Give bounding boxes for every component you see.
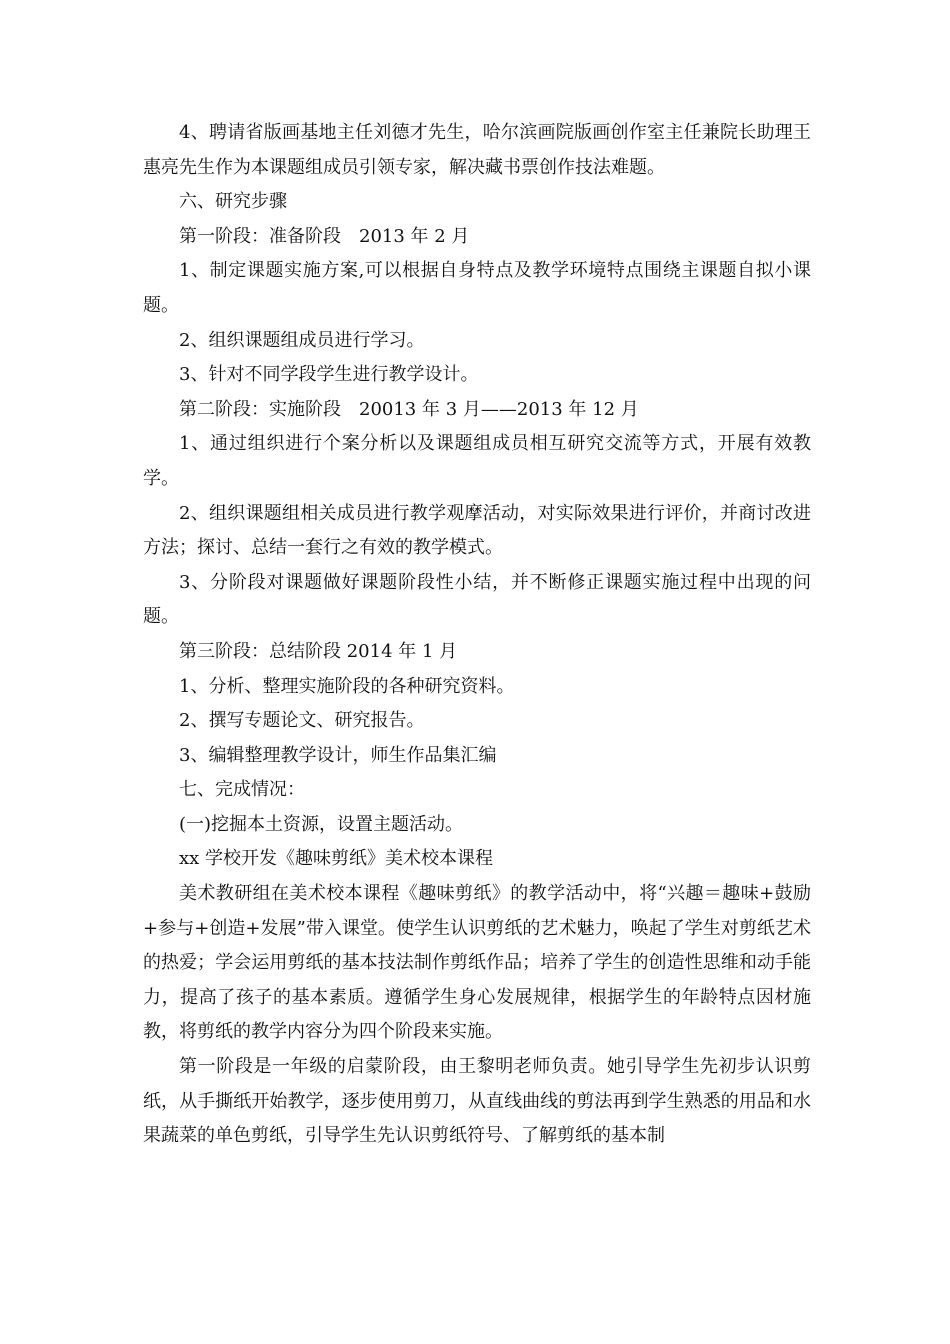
paragraph-stage-one-item-3: 3、针对不同学段学生进行教学设计。	[179, 364, 479, 386]
paragraph-expert-invitation: 4、聘请省版画基地主任刘德才先生，哈尔滨画院版画创作室主任兼院长助理王惠亮先生作为本课题组成员引领专家，解决藏书票创作技法难题。	[143, 122, 811, 178]
stage-two-heading: 第二阶段：实施阶段 20013 年 3 月——2013 年 12 月	[179, 398, 639, 420]
subsection-heading-local-resources: (一)挖掘本土资源，设置主题活动。	[179, 813, 464, 835]
document-body	[143, 116, 811, 1154]
section-heading-completion: 七、完成情况：	[179, 779, 305, 801]
paragraph-stage-one-item-1: 1、制定课题实施方案,可以根据自身特点及教学环境特点围绕主课题自拟小课题。	[143, 260, 811, 316]
stage-one-heading: 第一阶段：准备阶段 2013 年 2 月	[179, 225, 470, 247]
paragraph-stage-three-item-1: 1、分析、整理实施阶段的各种研究资料。	[179, 675, 515, 697]
paragraph-stage-one-item-2: 2、组织课题组成员进行学习。	[179, 329, 425, 351]
paragraph-stage-one-description: 第一阶段是一年级的启蒙阶段，由王黎明老师负责。她引导学生先初步认识剪纸，从手撕纸开始教学，逐步使用剪刀，从直线曲线的剪法再到学生熟悉的用品和水果蔬菜的单色剪纸，引导学生先认识剪纸符号、了解剪纸的基本制	[143, 1056, 811, 1147]
paragraph-stage-two-item-1: 1、通过组织进行个案分析以及课题组成员相互研究交流等方式，开展有效教学。	[143, 433, 811, 489]
paragraph-stage-two-item-3: 3、分阶段对课题做好课题阶段性小结，并不断修正课题实施过程中出现的问题。	[143, 571, 811, 628]
section-heading-research-steps: 六、研究步骤	[179, 191, 287, 213]
paragraph-stage-three-item-2: 2、撰写专题论文、研究报告。	[179, 710, 425, 732]
paragraph-stage-two-item-2: 2、组织课题组相关成员进行教学观摩活动，对实际效果进行评价，并商讨改进方法；探讨、总结一套行之有效的教学模式。	[143, 502, 811, 559]
paragraph-course-title: xx 学校开发《趣味剪纸》美术校本课程	[179, 848, 494, 870]
paragraph-stage-three-item-3: 3、编辑整理教学设计，师生作品集汇编	[179, 744, 497, 766]
stage-three-heading: 第三阶段：总结阶段 2014 年 1 月	[179, 640, 458, 662]
paragraph-course-description: 美术教研组在美术校本课程《趣味剪纸》的教学活动中，将“兴趣＝趣味+鼓励+参与+创造+发展”带入课堂。使学生认识剪纸的艺术魅力，唤起了学生对剪纸艺术的热爱；学会运用剪纸的基本技法制作剪纸作品；培养了学生的创造性思维和动手能力，提高了孩子的基本素质。遵循学生身心发展规律，根据学生的年龄特点因材施教，将剪纸的教学内容分为四个阶段来实施。	[143, 883, 811, 1043]
